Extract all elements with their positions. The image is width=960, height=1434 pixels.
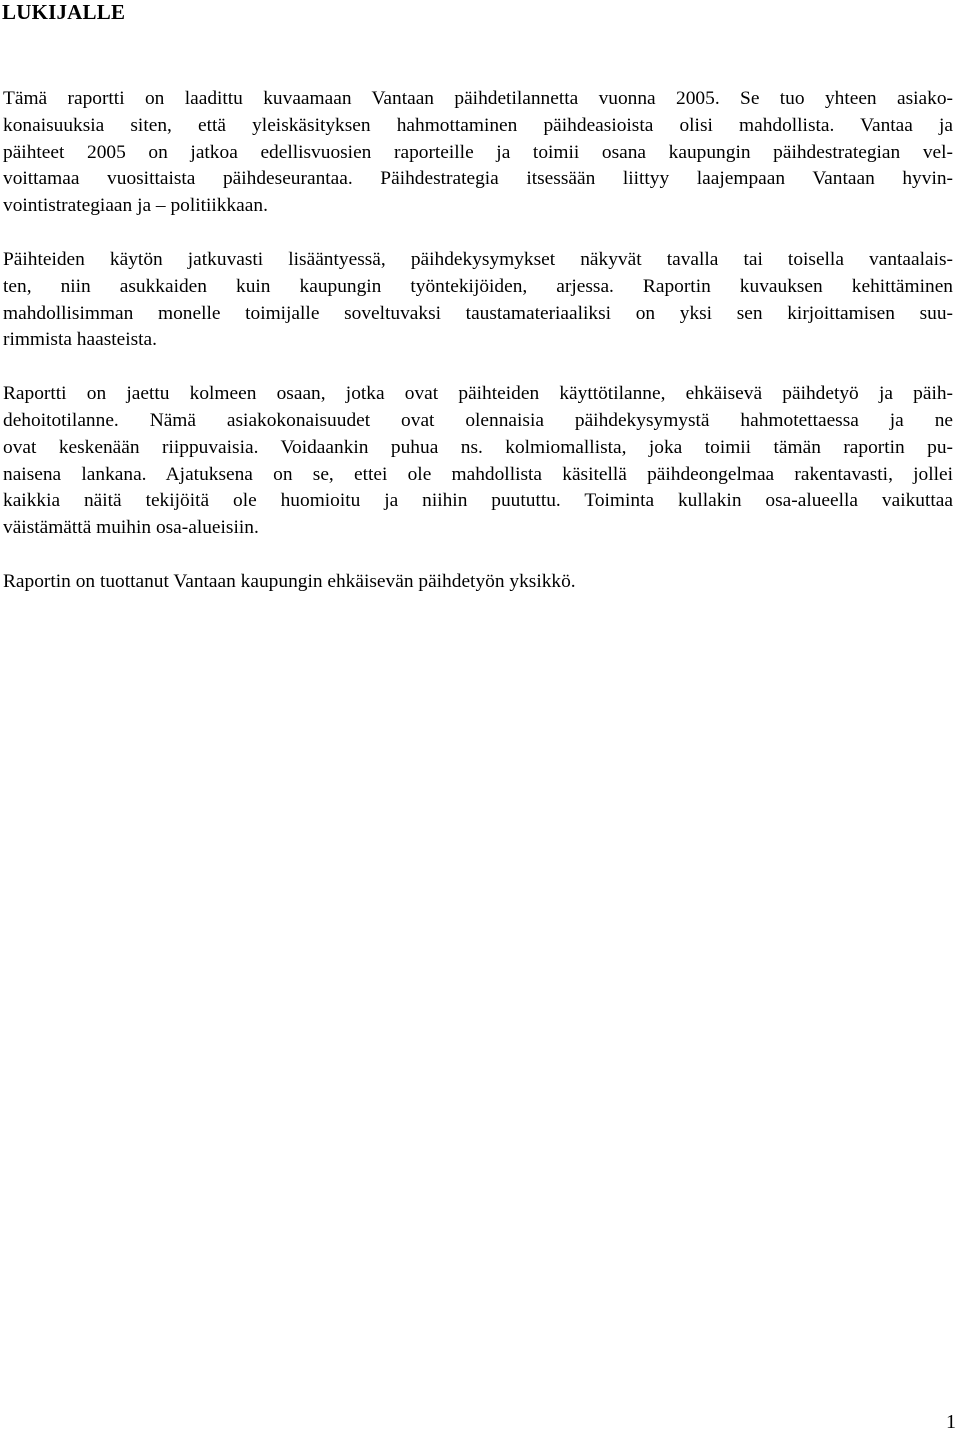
text-line: mahdollisimman monelle toimijalle soveltuvaksi taustamateriaaliksi on yksi sen kirjoittamisen suu- — [3, 302, 953, 324]
text-line: päihteet 2005 on jatkoa edellisvuosien raporteille ja toimii osana kaupungin päihdestrategian vel- — [3, 141, 953, 163]
text-line: väistämättä muihin osa-alueisiin. — [3, 517, 259, 539]
paragraph-intro — [3, 86, 953, 220]
text-line: kaikkia näitä tekijöitä ole huomioitu ja niihin puututtu. Toiminta kullakin osa-alueella vaikuttaa — [3, 490, 953, 512]
text-line: Päihteiden käytön jatkuvasti lisääntyessä, päihdekysymykset näkyvät tavalla tai toisella vantaalais- — [3, 248, 953, 270]
page-number: 1 — [946, 1411, 956, 1433]
paragraph-report-structure — [3, 381, 953, 542]
paragraph-producer — [3, 569, 953, 596]
text-line: konaisuuksia siten, että yleiskäsityksen hahmottaminen päihdeasioista olisi mahdollista. Vantaa ja — [3, 114, 953, 136]
text-line: Tämä raportti on laadittu kuvaamaan Vantaan päihdetilannetta vuonna 2005. Se tuo yhteen asiako- — [3, 88, 953, 109]
text-line: Raportti on jaettu kolmeen osaan, jotka ovat päihteiden käyttötilanne, ehkäisevä päihdetyö ja päih- — [3, 383, 953, 405]
text-line: dehoitotilanne. Nämä asiakokonaisuudet ovat olennaisia päihdekysymystä hahmotettaessa ja ne — [3, 409, 953, 431]
text-line: vointistrategiaan ja – politiikkaan. — [3, 195, 268, 217]
text-line: voittamaa vuosittaista päihdeseurantaa. Päihdestrategia itsessään liittyy laajempaan Vantaan hyvin- — [3, 168, 953, 190]
text-line: naisena lankana. Ajatuksena on se, ettei ole mahdollista käsitellä päihdeongelmaa rakentavasti, jollei — [3, 463, 953, 485]
text-line: ten, niin asukkaiden kuin kaupungin työntekijöiden, arjessa. Raportin kuvauksen kehittäminen — [3, 275, 953, 297]
text-line: rimmista haasteista. — [3, 329, 158, 351]
document-body — [3, 86, 953, 623]
text-line: Raportin on tuottanut Vantaan kaupungin ehkäisevän päihdetyön yksikkö. — [3, 570, 576, 592]
page-title: LUKIJALLE — [2, 0, 126, 24]
text-line: ovat keskenään riippuvaisia. Voidaankin puhua ns. kolmiomallista, joka toimii tämän raportin pu- — [3, 436, 953, 458]
paragraph-substance-use — [3, 247, 953, 354]
